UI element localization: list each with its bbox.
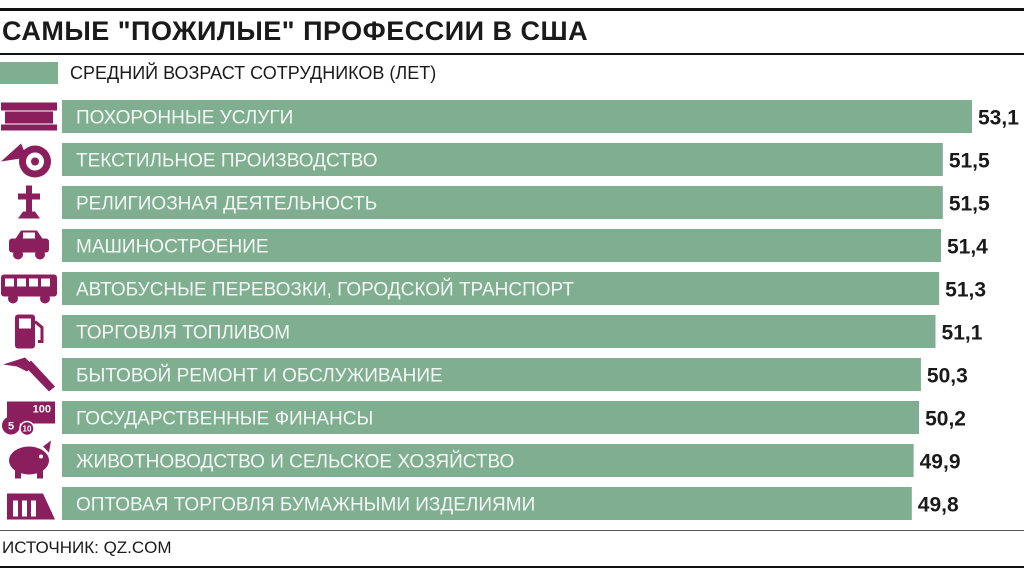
bar-label: ЖИВОТНОВОДСТВО И СЕЛЬСКОЕ ХОЗЯЙСТВО [76,451,515,473]
money-icon-text: 10 [22,424,32,434]
cross-icon [18,186,40,219]
top-rule [0,8,1024,11]
bar-label: БЫТОВОЙ РЕМОНТ И ОБСЛУЖИВАНИЕ [76,365,443,387]
money-icon-text: 100 [32,403,51,416]
coffin-icon [1,103,57,131]
fuel-pump-icon [15,315,42,349]
bar-label: МАШИНОСТРОЕНИЕ [76,236,269,258]
value-label: 51,4 [946,235,988,259]
legend-label: СРЕДНИЙ ВОЗРАСТ СОТРУДНИКОВ (ЛЕТ) [70,63,437,83]
bar-label: ТОРГОВЛЯ ТОПЛИВОМ [76,322,291,344]
legend-swatch [0,62,58,84]
value-label: 51,3 [945,278,987,302]
money-icon [2,402,55,436]
value-label: 51,5 [948,192,990,216]
title-rule [0,53,1024,55]
value-label: 51,5 [948,149,990,173]
end-rule [0,566,1024,568]
car-icon [9,231,49,260]
bar-label: АВТОБУСНЫЕ ПЕРЕВОЗКИ, ГОРОДСКОЙ ТРАНСПОРТ [76,279,574,301]
hammer-icon [3,358,55,392]
bar-chart [0,92,1024,524]
bar-label: ОПТОВАЯ ТОРГОВЛЯ БУМАЖНЫМИ ИЗДЕЛИЯМИ [76,494,536,516]
bar-label: ПОХОРОННЫЕ УСЛУГИ [76,107,294,129]
bar-label: ГОСУДАРСТВЕННЫЕ ФИНАНСЫ [76,408,374,430]
bottom-rule [0,530,1024,531]
value-label: 50,2 [925,407,966,431]
bus-icon [1,275,57,304]
value-label: 51,1 [941,321,983,345]
value-label: 53,1 [978,106,1019,130]
value-label: 50,3 [926,364,968,388]
yarn-icon [1,144,51,178]
piggy-bank-icon [9,441,51,479]
bar-label: РЕЛИГИОЗНАЯ ДЕЯТЕЛЬНОСТЬ [76,193,378,215]
value-label: 49,9 [919,450,961,474]
bar-label: ТЕКСТИЛЬНОЕ ПРОИЗВОДСТВО [76,150,378,172]
chart-title: САМЫЕ "ПОЖИЛЫЕ" ПРОФЕССИИ В США [2,16,589,46]
money-icon-text: 5 [7,420,15,433]
source-note: ИСТОЧНИК: QZ.COM [2,538,172,557]
bar-chart-svg [0,92,1024,524]
bank-building-icon [7,494,55,520]
value-label: 49,8 [917,493,959,517]
